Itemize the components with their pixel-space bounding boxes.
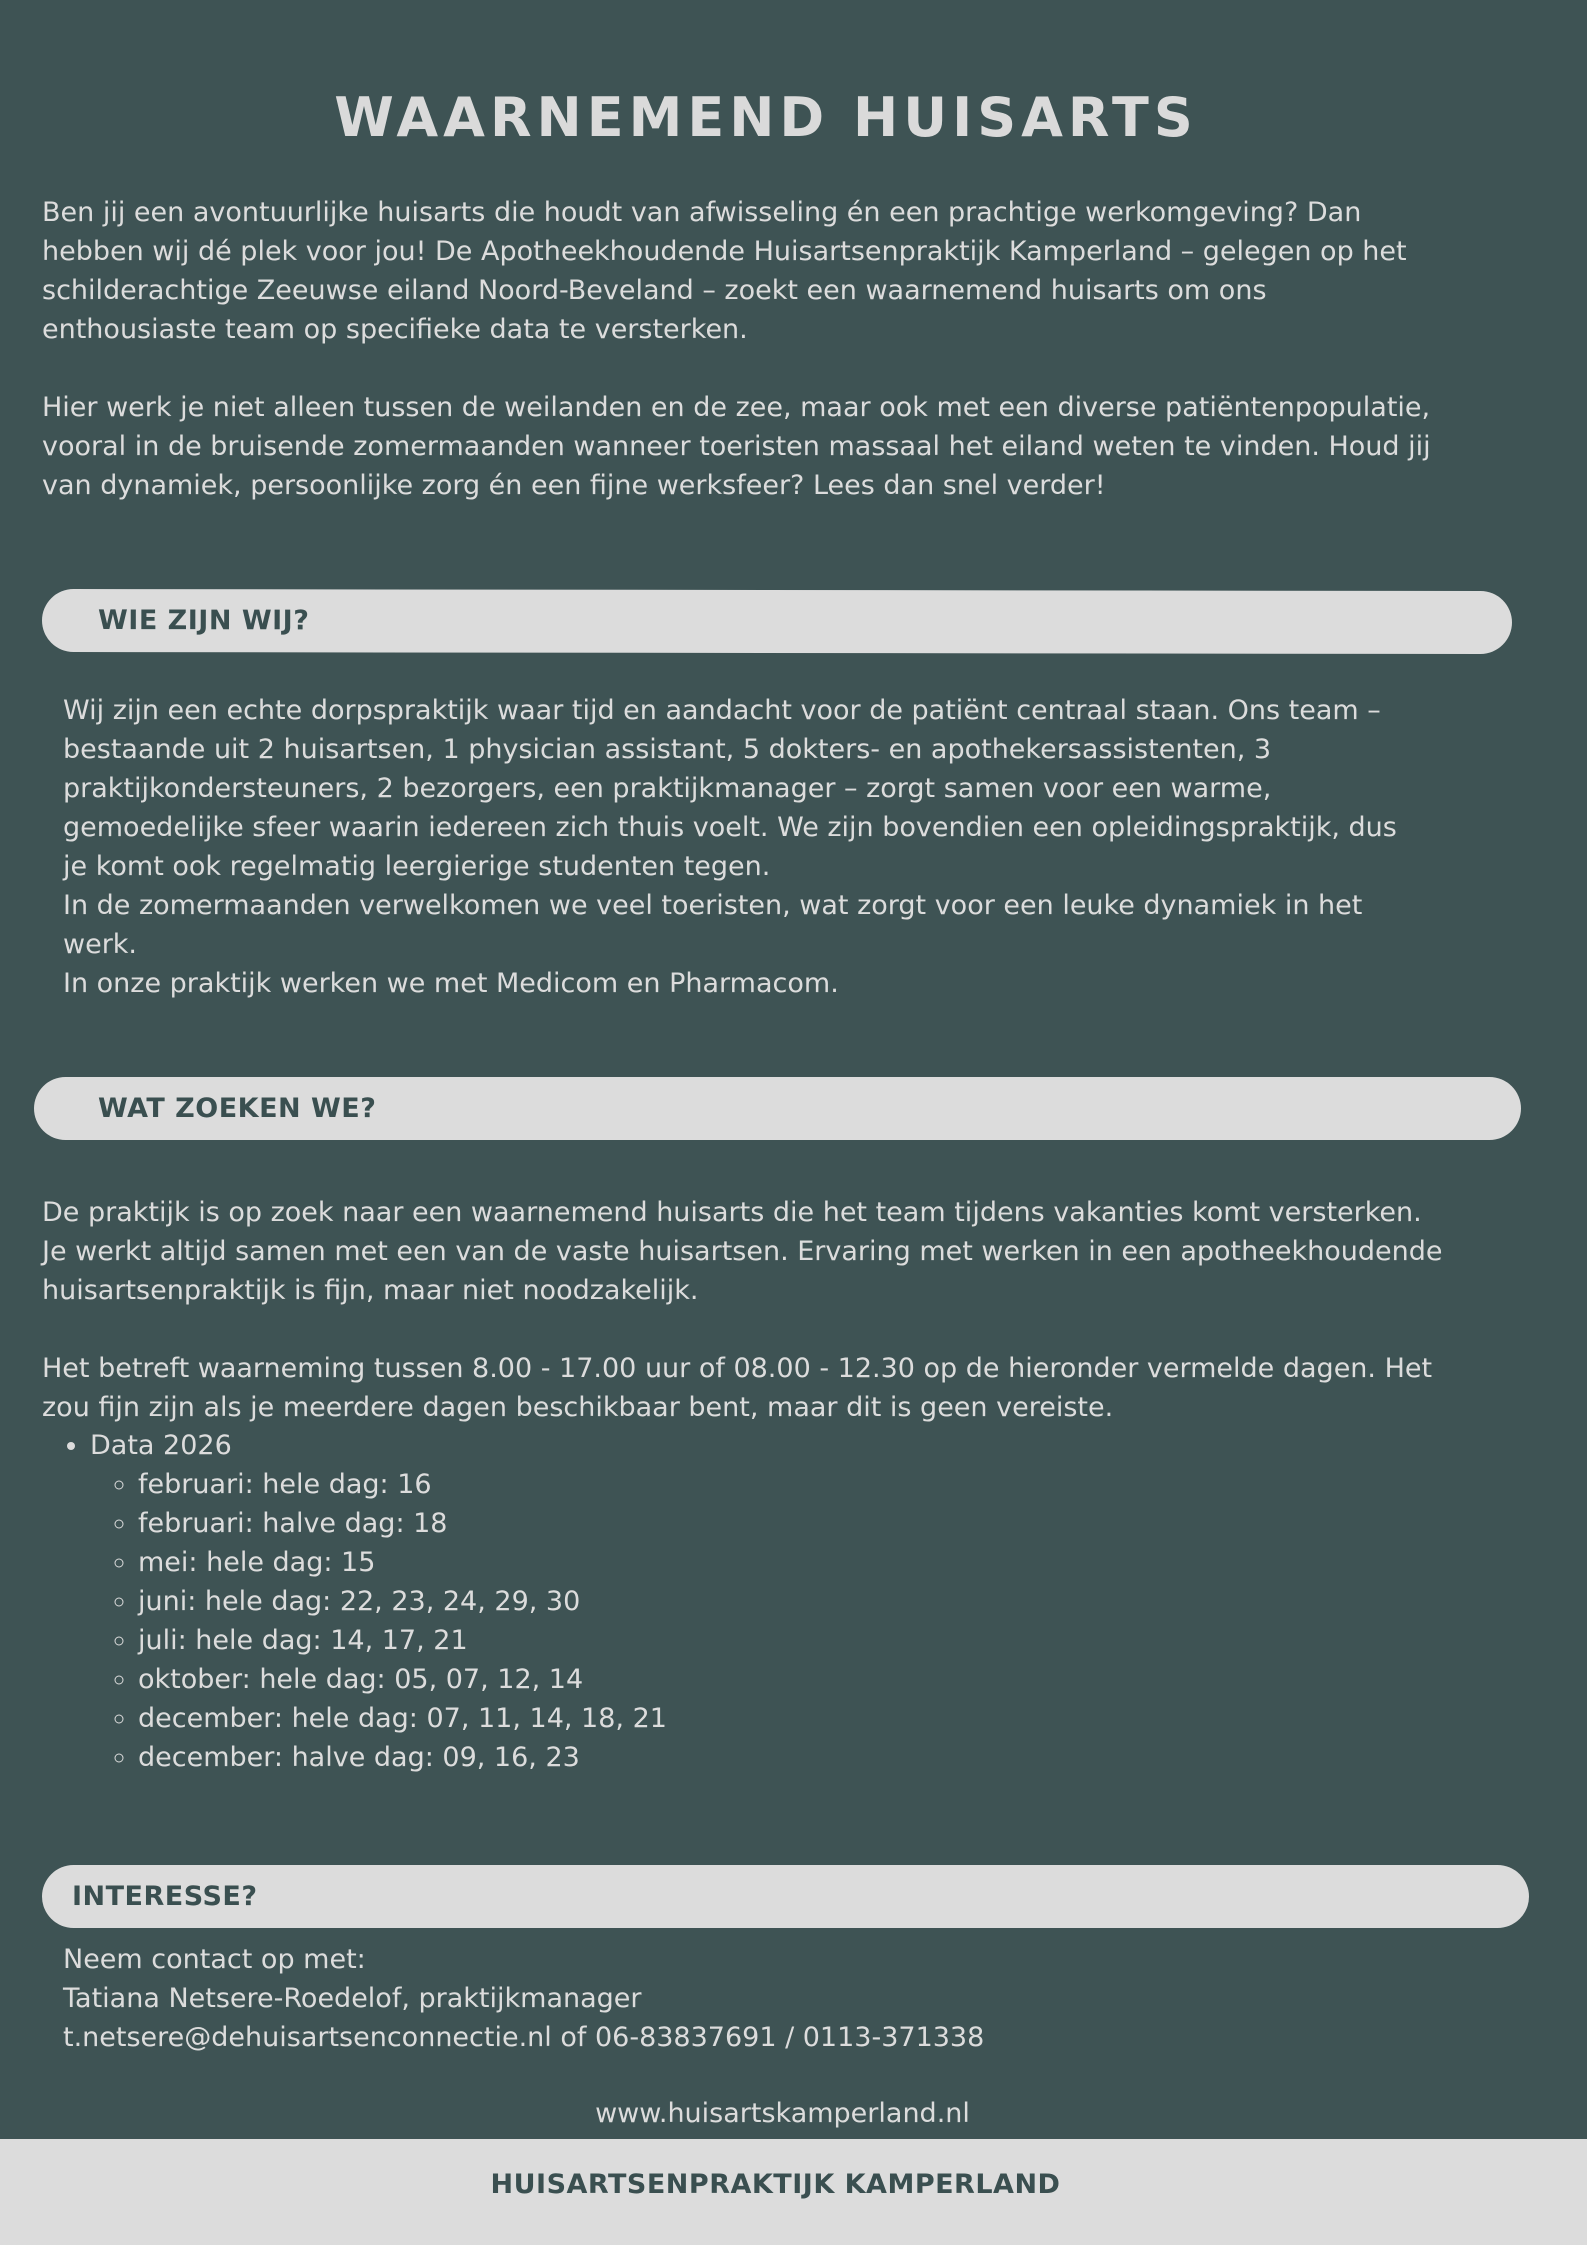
list-item: ◦ februari: halve dag: 18 <box>138 1504 667 1543</box>
intro-line: van dynamiek, persoonlijke zorg én een fijne werksfeer? Lees dan snel verder! <box>42 470 1106 501</box>
dates-list <box>42 1426 667 1777</box>
text-line: bestaande uit 2 huisartsen, 1 physician assistant, 5 dokters- en apothekersassistenten, 3 <box>63 734 1272 765</box>
text-line: De praktijk is op zoek naar een waarnemend huisarts die het team tijdens vakanties komt versterken. <box>42 1197 1422 1228</box>
text-line: gemoedelijke sfeer waarin iedereen zich thuis voelt. We zijn bovendien een opleidingspraktijk, dus <box>63 812 1397 843</box>
contact-email-phone[interactable]: t.netsere@dehuisartsenconnectie.nl of 06-83837691 / 0113-371338 <box>63 2022 985 2053</box>
contact-info <box>63 1940 984 2057</box>
intro-paragraph-2 <box>42 388 1431 505</box>
intro-paragraph-1 <box>42 193 1407 349</box>
website-link[interactable]: www.huisartskamperland.nl <box>595 2098 970 2129</box>
footer-bar <box>0 2139 1587 2245</box>
list-item: ◦ februari: hele dag: 16 <box>138 1465 667 1504</box>
intro-line: Ben jij een avontuurlijke huisarts die houdt van afwisseling én een prachtige werkomgeving? Dan <box>42 197 1362 228</box>
text-line: praktijkondersteuners, 2 bezorgers, een praktijkmanager – zorgt samen voor een warme, <box>63 773 1272 804</box>
text-line: huisartsenpraktijk is fijn, maar niet noodzakelijk. <box>42 1275 699 1306</box>
intro-line: vooral in de bruisende zomermaanden wanneer toeristen massaal het eiland weten te vinden. Houd jij <box>42 431 1431 462</box>
text-line: je komt ook regelmatig leergierige studenten tegen. <box>63 851 771 882</box>
text-line: Het betreft waarneming tussen 8.00 - 17.00 uur of 08.00 - 12.30 op de hieronder vermelde dagen. Het <box>42 1353 1433 1384</box>
intro-line: enthousiaste team op specifieke data te versterken. <box>42 314 748 345</box>
section-heading-interesse <box>42 1865 1529 1928</box>
section-heading-label: INTERESSE? <box>72 1881 258 1912</box>
section-heading-label: WAT ZOEKEN WE? <box>98 1093 377 1124</box>
dates-sublist <box>90 1465 667 1777</box>
list-item: ◦ juni: hele dag: 22, 23, 24, 29, 30 <box>138 1582 667 1621</box>
list-item: ◦ december: halve dag: 09, 16, 23 <box>138 1738 667 1777</box>
section-heading-wie-zijn-wij <box>42 589 1512 654</box>
list-item: ◦ oktober: hele dag: 05, 07, 12, 14 <box>138 1660 667 1699</box>
intro-line: Hier werk je niet alleen tussen de weilanden en de zee, maar ook met een diverse patiëntenpopulatie, <box>42 392 1431 423</box>
text-line: werk. <box>63 929 138 960</box>
intro-line: schilderachtige Zeeuwse eiland Noord-Beveland – zoekt een waarnemend huisarts om ons <box>42 275 1267 306</box>
intro-line: hebben wij dé plek voor jou! De Apotheekhoudende Huisartsenpraktijk Kamperland – gelegen op het <box>42 236 1407 267</box>
text-line: Wij zijn een echte dorpspraktijk waar tijd en aandacht voor de patiënt centraal staan. Ons team – <box>63 695 1381 726</box>
wat-zoeken-we-paragraph-2 <box>42 1349 1432 1427</box>
footer-label: HUISARTSENPRAKTIJK KAMPERLAND <box>490 2168 1061 2200</box>
list-item: ◦ mei: hele dag: 15 <box>138 1543 667 1582</box>
contact-name: Tatiana Netsere-Roedelof, praktijkmanager <box>63 1983 642 2014</box>
text-line: Je werkt altijd samen met een van de vaste huisartsen. Ervaring met werken in een apotheekhoudende <box>42 1236 1443 1267</box>
text-line: zou fijn zijn als je meerdere dagen beschikbaar bent, maar dit is geen vereiste. <box>42 1392 1114 1423</box>
wat-zoeken-we-paragraph-1 <box>42 1193 1442 1310</box>
list-item <box>90 1426 667 1777</box>
list-item: ◦ december: hele dag: 07, 11, 14, 18, 21 <box>138 1699 667 1738</box>
section-heading-wat-zoeken-we <box>34 1077 1521 1140</box>
wie-zijn-wij-text <box>63 691 1397 1003</box>
text-line: In de zomermaanden verwelkomen we veel toeristen, wat zorgt voor een leuke dynamiek in het <box>63 890 1363 921</box>
text-line: In onze praktijk werken we met Medicom en Pharmacom. <box>63 968 839 999</box>
contact-line: Neem contact op met: <box>63 1944 366 1975</box>
page-title: WAARNEMEND HUISARTS <box>334 86 1198 149</box>
section-heading-label: WIE ZIJN WIJ? <box>97 605 310 637</box>
dates-list-title: Data 2026 <box>90 1430 232 1461</box>
list-item: ◦ juli: hele dag: 14, 17, 21 <box>138 1621 667 1660</box>
